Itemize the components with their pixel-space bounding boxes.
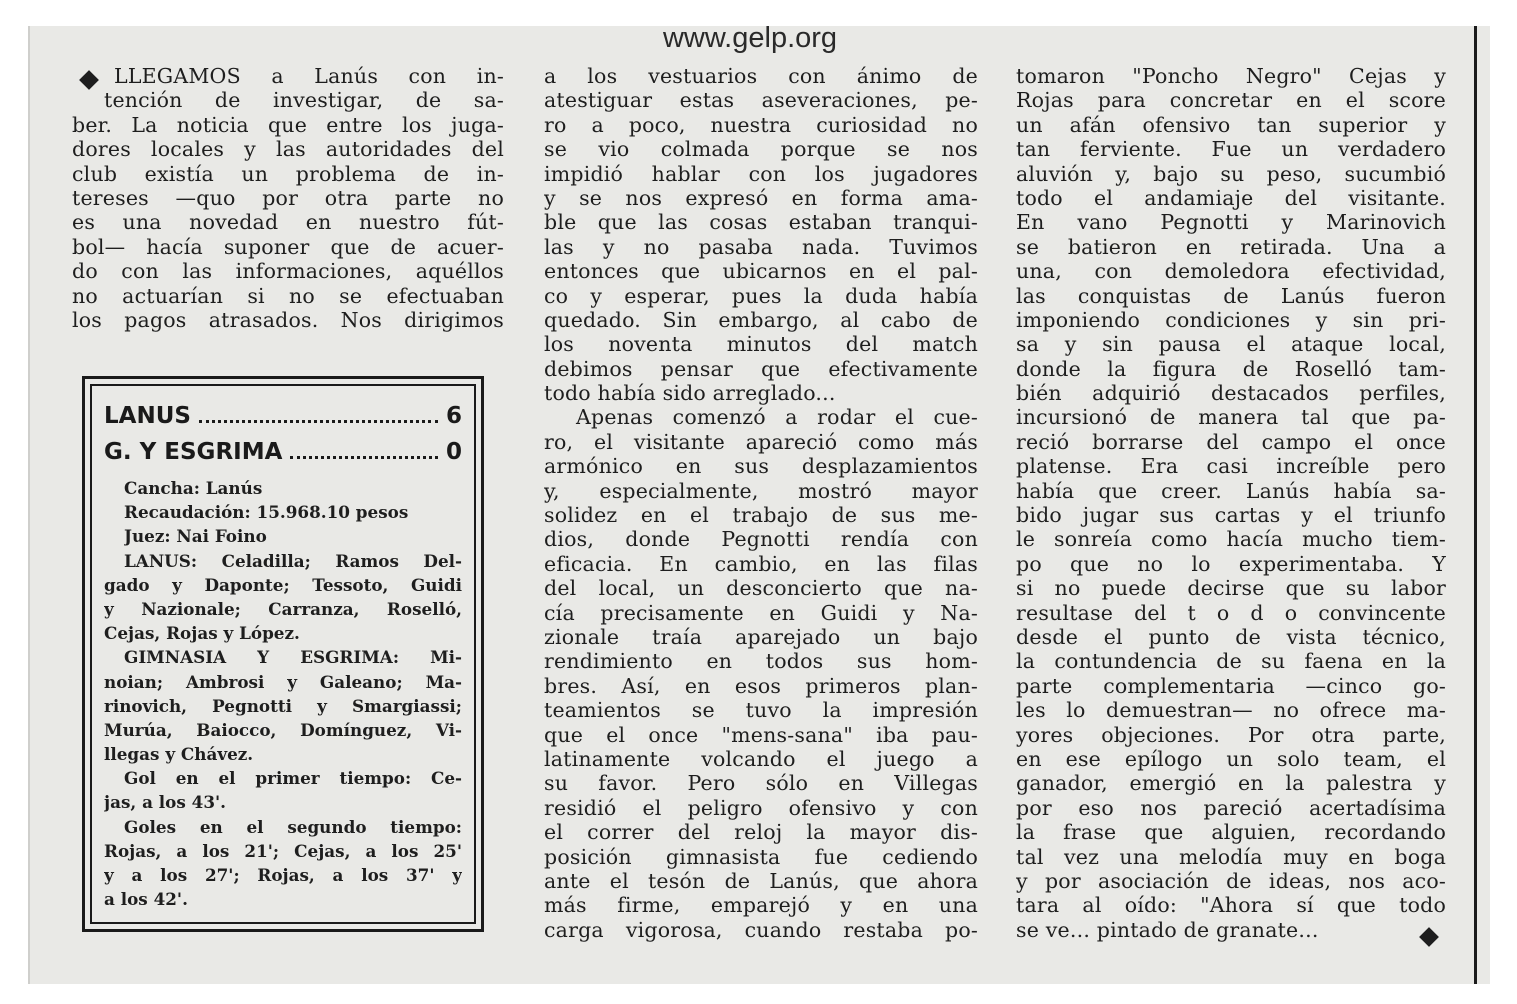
text-line: incursionó de manera tal que pa- [1016,405,1446,430]
article-column-1 [72,64,504,332]
text-line: ber. La noticia que entre los juga- [72,112,504,137]
text-line: más firme, emparejó y en una [544,893,978,918]
text-line: ro a poco, nuestra curiosidad no [544,112,978,137]
text-line: las y no pasaba nada. Tuvimos [544,234,978,259]
article-column-2 [544,64,978,942]
goals-line: Rojas, a los 21'; Cejas, a los 25' [104,840,462,861]
text-line: reció borrarse del campo el once [1016,429,1446,454]
referee-line: Juez: Nai Foino [124,526,267,547]
text-line: dores locales y las autoridades del [72,137,504,162]
text-line: dios, donde Pegnotti rendía con [544,527,978,552]
text-line: bres. Así, en esos primeros plan- [544,673,978,698]
match-summary-inner [90,384,476,924]
text-line: Apenas comenzó a rodar el cue- [576,405,978,430]
column-rule-right [1474,26,1477,984]
text-line: bién adquirió destacados perfiles, [1016,381,1446,406]
goals-line: y a los 27'; Rojas, a los 37' y [104,865,462,885]
match-details [104,476,462,549]
home-team-score: 6 [445,403,462,429]
text-line: donde la figura de Roselló tam- [1016,356,1446,381]
text-line: resultase del t o d o convincente [1016,600,1446,625]
text-line: latinamente volcando el juego a [544,746,978,771]
text-line: ble que las cosas estaban tranqui- [544,210,978,235]
text-line: ro, el visitante apareció como más [544,429,978,454]
text-line: a los vestuarios con ánimo de [544,64,978,88]
text-line: zionale traía aparejado un bajo [544,624,978,649]
goals-line: a los 42'. [104,889,188,910]
text-line: impidió hablar con los jugadores [544,161,978,186]
text-line: aluvión y, bajo su peso, sucumbió [1016,161,1446,186]
text-line: no actuarían si no se efectuaban [72,283,504,308]
article-column-3 [1016,64,1446,942]
gimnasia-lineup [104,645,462,766]
text-line: que el once "mens-sana" iba pau- [544,722,978,747]
text-line: desde el punto de vista técnico, [1016,624,1446,649]
text-line: y, especialmente, mostró mayor [544,478,978,503]
text-line: po que no lo experimentaba. Y [1016,551,1446,576]
lineup-line: LANUS: Celadilla; Ramos Del- [124,550,462,571]
second-half-goals [104,815,462,912]
text-line: armónico en sus desplazamientos [544,454,978,479]
text-line: quedado. Sin embargo, al cabo de [544,307,978,332]
text-line: Rojas para concretar en el score [1016,88,1446,113]
home-team-name: LANUS [104,403,191,429]
text-line: tara al oído: "Ahora sí que todo [1016,893,1446,918]
away-team-name: G. Y ESGRIMA [104,439,283,465]
lineup-line: gado y Daponte; Tessoto, Guidi [104,574,462,595]
goals-line: jas, a los 43'. [104,792,226,813]
text-line: es una novedad en nuestro fút- [72,210,504,235]
venue-line: Cancha: Lanús [124,478,263,498]
text-line: tención de investigar, de sa- [104,88,504,113]
lineup-line: y Nazionale; Carranza, Roselló, [104,598,462,619]
lineup-line: rinovich, Pegnotti y Smargiassi; [104,695,462,716]
text-line: platense. Era casi increíble pero [1016,454,1446,479]
score-row-home [104,398,462,434]
first-half-goals [104,766,462,814]
text-line: tomaron "Poncho Negro" Cejas y [1016,64,1446,88]
text-line: les lo demuestran— no ofrece ma- [1016,698,1446,723]
text-line: solidez en el trabajo de sus me- [544,503,978,528]
text-line: ganador, emergió en la palestra y [1016,771,1446,796]
text-line: imponiendo condiciones y sin pri- [1016,307,1446,332]
text-line: co y esperar, pues la duda había [544,283,978,308]
text-line: los noventa minutos del match [544,332,978,357]
text-line: do con las informaciones, aquéllos [72,259,504,284]
lanus-lineup [104,549,462,646]
text-line: cía precisamente en Guidi y Na- [544,600,978,625]
text-line: había que creer. Lanús había sa- [1016,478,1446,503]
text-line: bido jugar sus cartas y el triunfo [1016,503,1446,528]
text-line: en ese epílogo un solo team, el [1016,746,1446,771]
newspaper-clipping [28,26,1490,984]
text-line: En vano Pegnotti y Marinovich [1016,210,1446,235]
text-line: tal vez una melodía muy en boga [1016,844,1446,869]
text-line: residió el peligro ofensivo y con [544,795,978,820]
text-line: los pagos atrasados. Nos dirigimos [72,307,504,332]
text-line: posición gimnasista fue cediendo [544,844,978,869]
text-line: club existía un problema de in- [72,161,504,186]
dot-leader [290,456,438,459]
goals-line: Gol en el primer tiempo: Ce- [124,768,462,789]
text-line: tan ferviente. Fue un verdadero [1016,137,1446,162]
text-line: si no puede decirse que su labor [1016,576,1446,601]
text-line: y se nos expresó en forma ama- [544,185,978,210]
text-line: atestiguar estas aseveraciones, pe- [544,88,978,113]
watermark-text: www.gelp.org [662,26,838,54]
lineup-line: noian; Ambrosi y Galeano; Ma- [104,671,462,692]
text-line: parte complementaria —cinco go- [1016,673,1446,698]
text-line: la contundencia de su faena en la [1016,649,1446,674]
match-summary-box [82,376,484,932]
text-line: eficacia. En cambio, en las filas [544,551,978,576]
lineup-line: GIMNASIA Y ESGRIMA: Mi- [124,647,462,668]
text-line: rendimiento en todos sus hom- [544,649,978,674]
text-line: todo el andamiaje del visitante. [1016,185,1446,210]
away-team-score: 0 [445,439,462,465]
text-line: debimos pensar que efectivamente [544,356,978,381]
text-line: ante el tesón de Lanús, que ahora [544,868,978,893]
page-edge-left [28,26,30,984]
text-line: y por asociación de ideas, nos aco- [1016,868,1446,893]
score-row-away [104,434,462,470]
text-line: el correr del reloj la mayor dis- [544,820,978,845]
text-line: yores objeciones. Por otra parte, [1016,722,1446,747]
text-line: se batieron en retirada. Una a [1016,234,1446,259]
text-line: las conquistas de Lanús fueron [1016,283,1446,308]
text-line: le sonreía como hacía mucho tiem- [1016,527,1446,552]
text-line: LLEGAMOS a Lanús con in- [114,64,504,88]
text-line: carga vigorosa, cuando restaba po- [544,917,978,942]
lineup-line: llegas y Chávez. [104,744,254,765]
text-line: bol— hacía suponer que de acuer- [72,234,504,259]
text-line: se ve... pintado de granate... [1016,917,1319,942]
lineup-line: Cejas, Rojas y López. [104,623,300,644]
dot-leader [199,420,438,423]
text-line: tereses —quo por otra parte no [72,185,504,210]
text-line: una, con demoledora efectividad, [1016,259,1446,284]
lineup-line: Murúa, Baiocco, Domínguez, Vi- [104,719,462,740]
text-line: la frase que alguien, recordando [1016,820,1446,845]
text-line: se vio colmada porque se nos [544,137,978,162]
text-line: todo había sido arreglado... [544,381,836,406]
text-line: su favor. Pero sólo en Villegas [544,771,978,796]
text-line: teamientos se tuvo la impresión [544,698,978,723]
gate-receipts-line: Recaudación: 15.968.10 pesos [124,502,409,523]
text-line: un afán ofensivo tan superior y [1016,112,1446,137]
text-line: por eso nos pareció acertadísima [1016,795,1446,820]
text-line: sa y sin pausa el ataque local, [1016,332,1446,357]
goals-line: Goles en el segundo tiempo: [124,816,462,837]
text-line: entonces que ubicarnos en el pal- [544,259,978,284]
text-line: del local, un desconcierto que na- [544,576,978,601]
